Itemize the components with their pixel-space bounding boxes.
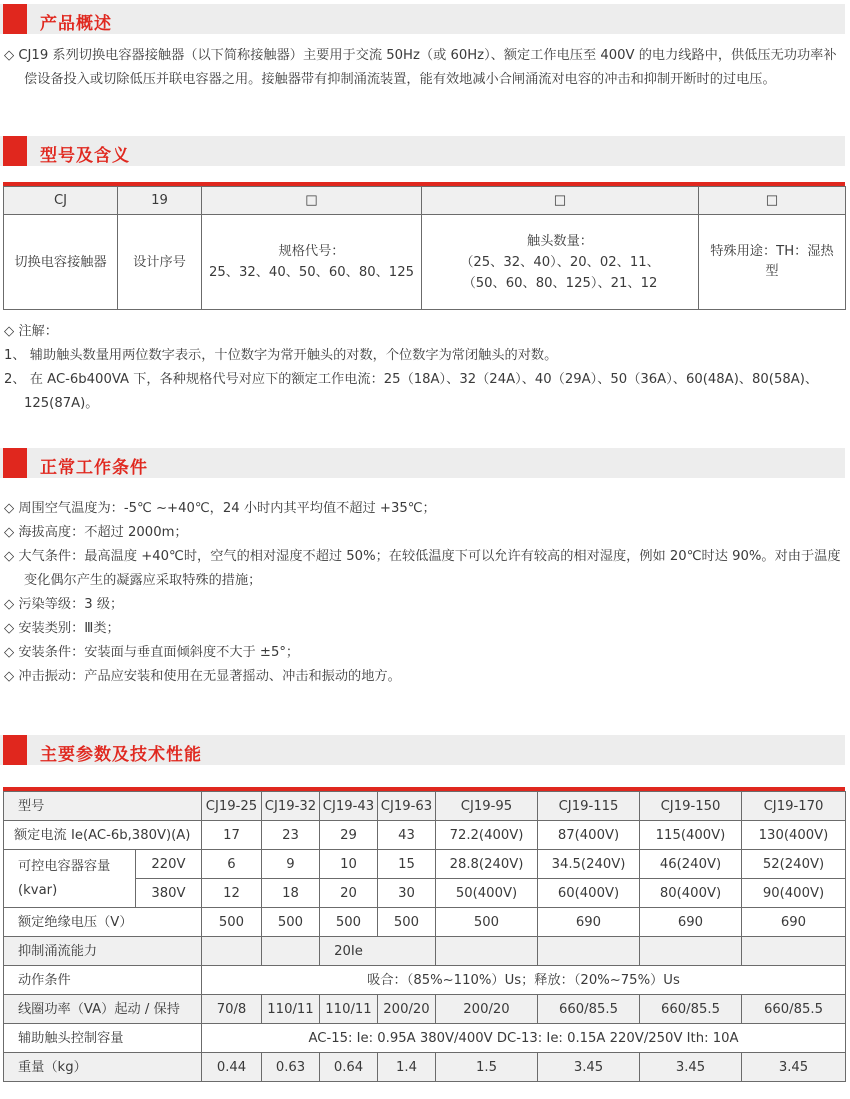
param-cell: 15 — [378, 850, 436, 879]
param-cell: 500 — [202, 908, 262, 937]
param-cell: 90(400V) — [742, 879, 846, 908]
section-header-overview — [0, 4, 845, 34]
param-cell: 3.45 — [538, 1053, 640, 1082]
model-desc-type: 切换电容接触器 — [4, 215, 118, 310]
param-cell: 20 — [320, 879, 378, 908]
param-cell: 34.5(240V) — [538, 850, 640, 879]
param-cell: 52(240V) — [742, 850, 846, 879]
model-col: CJ19-63 — [378, 792, 436, 821]
conditions-list — [4, 497, 842, 689]
note-1: 1、 辅助触头数量用两位数字表示，十位数字为常开触头的对数，个位数字为常闭触头的对数。 — [4, 348, 558, 363]
param-label-aux: 辅助触头控制容量 — [4, 1024, 202, 1053]
param-cell: 28.8(240V) — [436, 850, 538, 879]
model-col: CJ19-43 — [320, 792, 378, 821]
param-cell: 500 — [436, 908, 538, 937]
section-title: 正常工作条件 — [40, 458, 148, 478]
notes-title: ◇ 注解： — [4, 324, 58, 339]
notes — [4, 320, 842, 416]
param-cell: 60(400V) — [538, 879, 640, 908]
condition-item: ◇ 海拔高度：不超过 2000m； — [4, 525, 188, 540]
param-cell: 43 — [378, 821, 436, 850]
param-cell: 500 — [320, 908, 378, 937]
model-cell-series: 19 — [118, 187, 202, 215]
param-cell: 9 — [262, 850, 320, 879]
param-cell: 660/85.5 — [538, 995, 640, 1024]
param-cell-aux: AC-15: Ie: 0.95A 380V/400V DC-13: Ie: 0.15A 220V/250V Ith: 10A — [202, 1024, 846, 1053]
model-col: CJ19-150 — [640, 792, 742, 821]
param-label-capacity: 可控电容器容量(kvar) — [4, 850, 136, 908]
condition-item: ◇ 周围空气温度为：-5℃ ~+40℃，24 小时内其平均值不超过 +35℃； — [4, 501, 436, 516]
param-cell: 200/20 — [378, 995, 436, 1024]
model-col: CJ19-170 — [742, 792, 846, 821]
param-cell: 0.64 — [320, 1053, 378, 1082]
param-cell: 72.2(400V) — [436, 821, 538, 850]
param-cell — [436, 937, 538, 966]
param-cell: 29 — [320, 821, 378, 850]
param-cell — [202, 937, 262, 966]
param-cell: 80(400V) — [640, 879, 742, 908]
model-desc-series: 设计序号 — [118, 215, 202, 310]
param-cell: 46(240V) — [640, 850, 742, 879]
param-cell-action: 吸合：（85%~110%）Us；释放：（20%~75%）Us — [202, 966, 846, 995]
model-desc-contacts: 触头数量： （25、32、40）、20、02、11、 （50、60、80、125）、21、12 — [422, 215, 699, 310]
param-cell: 660/85.5 — [640, 995, 742, 1024]
section-marker — [3, 735, 27, 765]
param-cell: 23 — [262, 821, 320, 850]
param-cell — [742, 937, 846, 966]
note-2: 2、 在 AC-6b400VA 下，各种规格代号对应下的额定工作电流：25（18A）、32（24A）、40（29A）、50（36A）、60(48A)、80(58A)、125(87A)。 — [4, 372, 819, 411]
param-cell: 110/11 — [262, 995, 320, 1024]
model-col: CJ19-25 — [202, 792, 262, 821]
param-cell: 18 — [262, 879, 320, 908]
param-cell: 660/85.5 — [742, 995, 846, 1024]
condition-item: ◇ 冲击振动：产品应安装和使用在无显著摇动、冲击和振动的地方。 — [4, 669, 401, 684]
param-cell: 87(400V) — [538, 821, 640, 850]
param-cell: 690 — [742, 908, 846, 937]
param-cell: 690 — [538, 908, 640, 937]
param-cell: 10 — [320, 850, 378, 879]
param-cell: 70/8 — [202, 995, 262, 1024]
param-cell: 3.45 — [742, 1053, 846, 1082]
model-desc-spec: 规格代号： 25、32、40、50、60、80、125 — [202, 215, 422, 310]
param-label-model: 型号 — [4, 792, 202, 821]
section-title: 主要参数及技术性能 — [40, 745, 202, 765]
param-cell: 1.4 — [378, 1053, 436, 1082]
section-header-conditions — [0, 448, 845, 478]
section-header-model — [0, 136, 845, 166]
section-title: 型号及含义 — [40, 146, 130, 166]
condition-item: ◇ 安装条件：安装面与垂直面倾斜度不大于 ±5°； — [4, 645, 300, 660]
param-cell: 110/11 — [320, 995, 378, 1024]
condition-item: ◇ 安装类别：Ⅲ类； — [4, 621, 120, 636]
param-cell: 17 — [202, 821, 262, 850]
param-cell: 50(400V) — [436, 879, 538, 908]
section-marker — [3, 136, 27, 166]
param-cell: 3.45 — [640, 1053, 742, 1082]
param-label-current: 额定电流 Ie(AC-6b,380V)(A) — [4, 821, 202, 850]
condition-item: ◇ 大气条件：最高温度 +40℃时，空气的相对湿度不超过 50%；在较低温度下可以允许有较高的相对湿度，例如 20℃时达 90%。对由于温度变化偶尔产生的凝露应采取特殊的措施； — [4, 549, 841, 588]
param-cell — [640, 937, 742, 966]
param-sublabel: 380V — [136, 879, 202, 908]
param-sublabel: 220V — [136, 850, 202, 879]
section-marker — [3, 4, 27, 34]
param-cell: 1.5 — [436, 1053, 538, 1082]
param-label-coil: 线圈功率（VA）起动 / 保持 — [4, 995, 202, 1024]
param-cell: 500 — [262, 908, 320, 937]
model-table — [3, 186, 846, 310]
model-cell-contact-box: □ — [422, 187, 699, 215]
param-label-surge: 抑制涌流能力 — [4, 937, 202, 966]
param-cell: 30 — [378, 879, 436, 908]
param-cell: 115(400V) — [640, 821, 742, 850]
model-cell-prefix: CJ — [4, 187, 118, 215]
param-cell — [538, 937, 640, 966]
model-col: CJ19-32 — [262, 792, 320, 821]
section-marker — [3, 448, 27, 478]
model-desc-special: 特殊用途：TH：湿热型 — [699, 215, 846, 310]
param-cell: 690 — [640, 908, 742, 937]
condition-item: ◇ 污染等级：3 级； — [4, 597, 124, 612]
overview-paragraph: ◇ CJ19 系列切换电容器接触器（以下简称接触器）主要用于交流 50Hz（或 60Hz）、额定工作电压至 400V 的电力线路中，供低压无功功率补偿设备投入或切除低压并联电容器之用。接触器带有抑制涌流装置，能有效地减小合闸涌流对电容的冲击和抑制开断时的过电压。 — [4, 48, 837, 87]
params-table — [3, 791, 846, 1082]
param-label-weight: 重量（kg） — [4, 1053, 202, 1082]
model-col: CJ19-95 — [436, 792, 538, 821]
model-cell-spec-box: □ — [202, 187, 422, 215]
model-col: CJ19-115 — [538, 792, 640, 821]
section-header-params — [0, 735, 845, 765]
param-label-insulation: 额定绝缘电压（V） — [4, 908, 202, 937]
model-cell-special-box: □ — [699, 187, 846, 215]
param-cell: 6 — [202, 850, 262, 879]
param-cell: 500 — [378, 908, 436, 937]
param-cell-surge: 20Ie — [320, 937, 436, 966]
param-label-action: 动作条件 — [4, 966, 202, 995]
param-cell: 12 — [202, 879, 262, 908]
param-cell: 0.44 — [202, 1053, 262, 1082]
param-cell: 0.63 — [262, 1053, 320, 1082]
param-cell: 130(400V) — [742, 821, 846, 850]
param-cell: 200/20 — [436, 995, 538, 1024]
section-title: 产品概述 — [40, 14, 112, 34]
param-cell — [262, 937, 320, 966]
